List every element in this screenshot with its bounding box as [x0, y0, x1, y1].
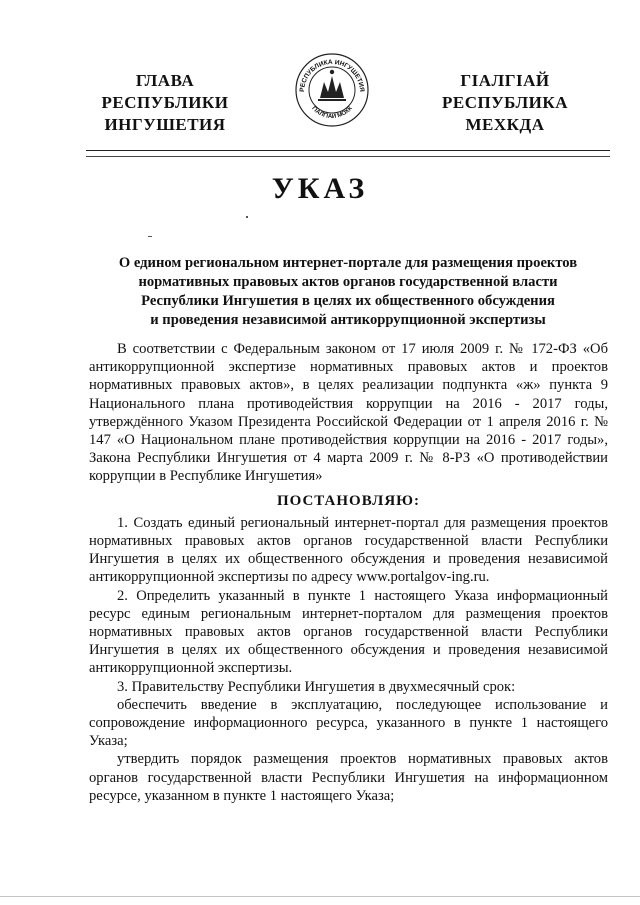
- subject-line: Республики Ингушетия в целях их общественного обсуждения: [141, 293, 555, 309]
- scan-speck: [246, 216, 248, 218]
- document-title: УКАЗ: [271, 172, 369, 205]
- header-left-line-2: РЕСПУБЛИКИ: [101, 93, 229, 112]
- subject-line: О едином региональном интернет-портале для размещения проектов: [118, 255, 578, 271]
- decree-word: ПОСТАНОВЛЯЮ:: [276, 492, 421, 509]
- issuer-header-ingush: [430, 70, 580, 136]
- item-3: 3. Правительству Республики Ингушетия в двухмесячный срок:: [117, 678, 516, 695]
- item-2: 2. Определить указанный в пункте 1 настоящего Указа информационный ресурс единым региональным интернет-порталом для размещения проектов нормативных правовых актов органов государственной власти Республики Ингушетия в целях их общественного обсуждения и проведения независимой антикоррупционной экспертизы.: [89, 587, 608, 677]
- tower-icon: [320, 76, 344, 98]
- header-right-line-2: РЕСПУБЛИКА: [441, 93, 568, 112]
- scan-speck: [148, 236, 152, 237]
- header-left-line-3: ИНГУШЕТИЯ: [104, 115, 226, 134]
- header-divider: [86, 150, 610, 151]
- subject-line: нормативных правовых актов органов государственной власти: [138, 274, 558, 290]
- document-body: [89, 340, 608, 805]
- header-divider-thin: [86, 156, 610, 157]
- item-3-subpoint-2: утвердить порядок размещения проектов нормативных правовых актов органов государственной власти Республики Ингушетия на информационном ресурсе, указанном в пункте 1 настоящего Указа;: [89, 751, 608, 804]
- header-right-line-3: МЕХКДА: [465, 115, 545, 134]
- scan-edge-line: [0, 896, 640, 897]
- item-1: 1. Создать единый региональный интернет-портал для размещения проектов нормативных правовых актов органов государственной власти Республики Ингушетия в целях их общественного обсуждения и проведения независимой антикоррупционной экспертизы по адресу www.portalgov-ing.ru.: [89, 514, 608, 586]
- subject-line: и проведения независимой антикоррупционной экспертизы: [150, 312, 546, 328]
- emblem-bottom-text: ГIАЛГIАЙ МОХК: [310, 105, 354, 121]
- header-left-line-1: ГЛАВА: [135, 71, 195, 90]
- emblem-top-text: РЕСПУБЛИКА ИНГУШЕТИЯ: [298, 58, 366, 93]
- issuer-header-russian: [90, 70, 240, 136]
- preamble-paragraph: В соответствии с Федеральным законом от 17 июля 2009 г. № 172-ФЗ «Об антикоррупционной экспертизе нормативных правовых актов и проектов нормативных правовых актов», в целях реализации подпункта «ж» пункта 9 Национального плана противодействия коррупции на 2016 - 2017 годы, утверждённого Указом Президента Российской Федерации от 1 апреля 2016 г. № 147 «О Национальном плане противодействия коррупции на 2016 - 2017 годы», Закона Республики Ингушетия от 4 марта 2009 г. № 8-РЗ «О противодействии коррупции в Республике Ингушетия»: [89, 341, 608, 485]
- header-right-line-1: ГIАЛГIАЙ: [460, 71, 550, 90]
- republic-emblem: [294, 52, 370, 128]
- decree-subject: [86, 254, 610, 330]
- item-3-subpoint-1: обеспечить введение в эксплуатацию, последующее использование и сопровождение информационного ресурса, указанного в пункте 1 настоящего Указа;: [89, 696, 608, 750]
